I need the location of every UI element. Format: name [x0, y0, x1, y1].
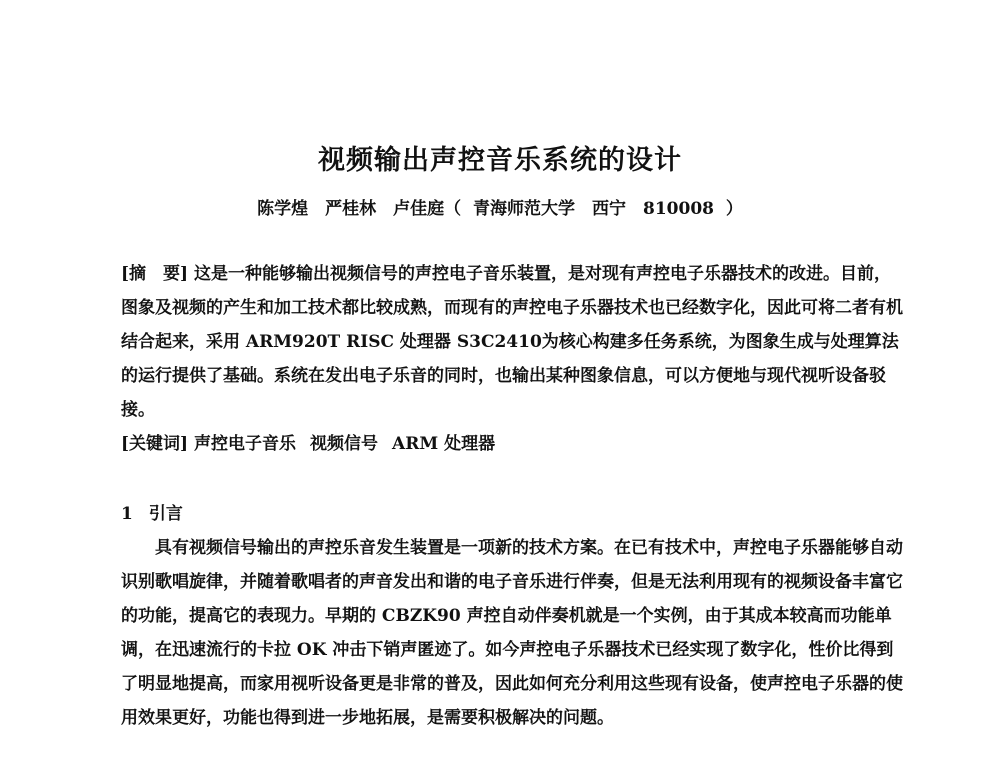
section-number: 1 [121, 504, 133, 524]
paper-title: 视频输出声控音乐系统的设计 [318, 145, 682, 176]
body-paragraph: 具有视频信号输出的声控乐音发生装置是一项新的技术方案。在已有技术中，声控电子乐器能够自动识别歌唱旋律，并随着歌唱者的声音发出和谐的电子音乐进行伴奏，但是无法利用现有的视频设备丰富它的功能，提高它的表现力。早期的 CBZK90 声控自动伴奏机就是一个实例，由于其成本较高而功能单调，在迅速流行的卡拉 OK 冲击下销声匿迹了。如今声控电子乐器技术已经实现了数字化，性价比得到了明显地提高，而家用视听设备更是非常的普及，因此如何充分利用这些现有设备，使声控电子乐器的使用效果更好，功能也得到进一步地拓展，是需要积极解决的问题。 [121, 538, 903, 728]
authors-affiliation: 陈学煌 严桂林 卢佳庭（ 青海师范大学 西宁 810008 ） [257, 199, 743, 219]
keywords-label: [关键词] [121, 434, 189, 454]
keyword-item: ARM 处理器 [392, 434, 496, 454]
keyword-item: 视频信号 [310, 434, 379, 454]
keywords [121, 427, 903, 461]
section-heading [121, 497, 183, 531]
abstract-label: [摘 要] [121, 264, 189, 284]
abstract-text: 这是一种能够输出视频信号的声控电子音乐装置，是对现有声控电子乐器技术的改进。目前，图象及视频的产生和加工技术都比较成熟，而现有的声控电子乐器技术也已经数字化，因此可将二者有机结合起来，采用 ARM920T RISC 处理器 S3C2410为核心构建多任务系统，为图象生成与处理算法的运行提供了基础。系统在发出电子乐音的同时，也输出某种图象信息，可以方便地与现代视听设备驳接。 [121, 264, 903, 420]
abstract [121, 257, 903, 427]
keyword-item: 声控电子音乐 [194, 434, 297, 454]
section-title: 引言 [148, 504, 183, 524]
